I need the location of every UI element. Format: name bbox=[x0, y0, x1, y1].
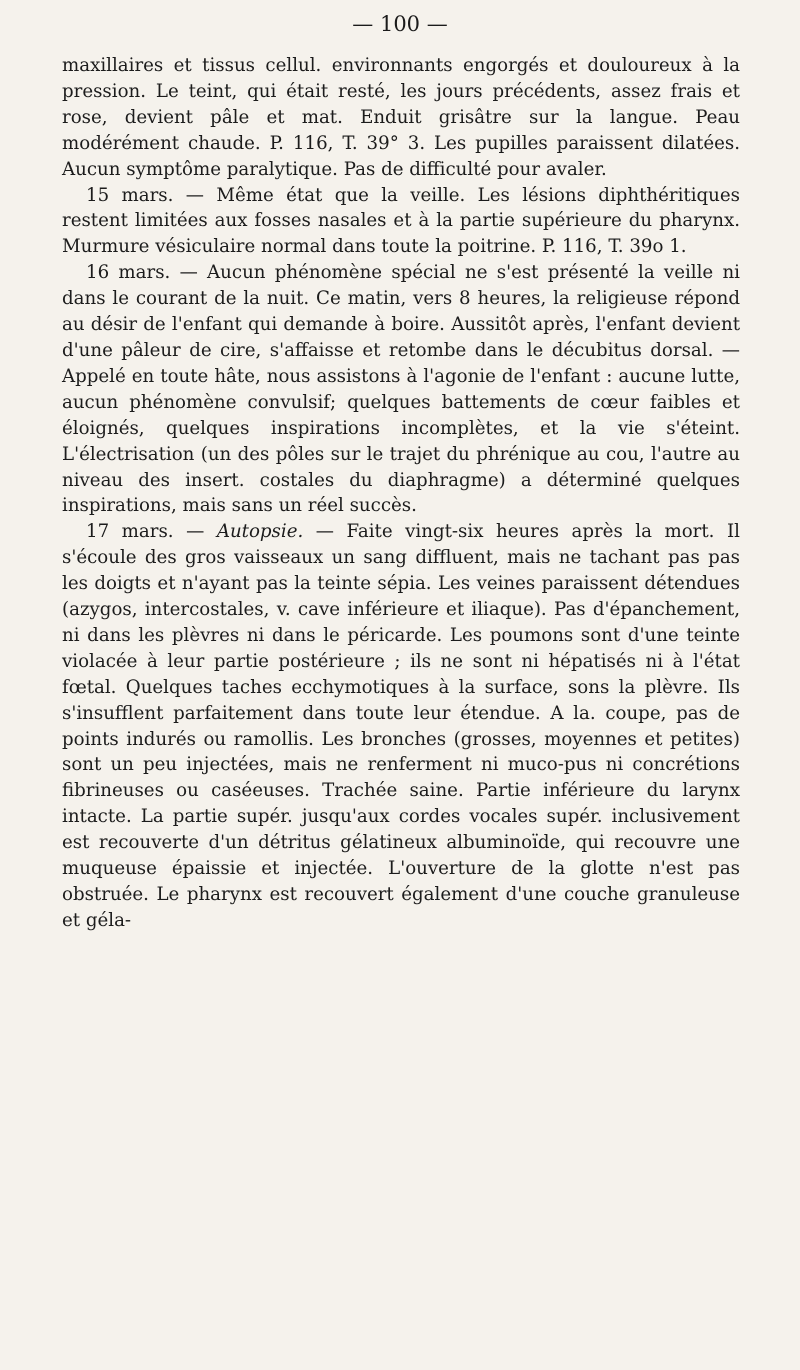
paragraph-autopsy-text: — Faite vingt-six heures après la mort. Il s'écoule des gros vaisseaux un sang diffluent, mais ne tachant pas pas les doigts et n'ayant pas la teinte sépia. Les veines paraissent détendues (azygos, intercostales, v. cave inférieure et iliaque). Pas d'épanchement, ni dans les plèvres ni dans le péricarde. Les poumons sont d'une teinte violacée à leur partie postérieure ; ils ne sont ni hépatisés ni à l'état fœtal. Quelques taches ecchymotiques à la surface, sons la plèvre. Ils s'insufflent parfaitement dans toute leur étendue. A la. coupe, pas de points indurés ou ramollis. Les bronches (grosses, moyennes et petites) sont un peu injectées, mais ne renferment ni muco-pus ni concrétions fibrineuses ou caséeuses. Trachée saine. Partie inférieure du larynx intacte. La partie supér. jusqu'aux cordes vocales supér. inclusivement est recouverte d'un détritus gélatineux albuminoïde, qui recouvre une muqueuse épaissie et injectée. L'ouverture de la glotte n'est pas obstruée. Le pharynx est recouvert également d'une couche granuleuse et géla- bbox=[62, 521, 740, 931]
body-text bbox=[62, 53, 740, 934]
page-number: — 100 — bbox=[352, 12, 448, 36]
paragraph-17-mars bbox=[62, 519, 740, 934]
paragraph-continuation: maxillaires et tissus cellul. environnants engorgés et douloureux à la pression. Le teint, qui était resté, les jours précédents, assez frais et rose, devient pâle et mat. Enduit grisâtre sur la langue. Peau modérément chaude. P. 116, T. 39° 3. Les pupilles paraissent dilatées. Aucun symptôme paralytique. Pas de difficulté pour avaler. bbox=[62, 55, 740, 180]
paragraph-16-mars: 16 mars. — Aucun phénomène spécial ne s'est présenté la veille ni dans le courant de la nuit. Ce matin, vers 8 heures, la religieuse répond au désir de l'enfant qui demande à boire. Aussitôt après, l'enfant devient d'une pâleur de cire, s'affaisse et retombe dans le décubitus dorsal. — Appelé en toute hâte, nous assistons à l'agonie de l'enfant : aucune lutte, aucun phénomène convulsif; quelques battements de cœur faibles et éloignés, quelques inspirations incomplètes, et la vie s'éteint. L'électrisation (un des pôles sur le trajet du phrénique au cou, l'autre au niveau des insert. costales du diaphragme) a déterminé quelques inspirations, mais sans un réel succès. bbox=[62, 262, 740, 517]
paragraph-15-mars: 15 mars. — Même état que la veille. Les lésions diphthéritiques restent limitées aux fosses nasales et à la partie supérieure du pharynx. Murmure vésiculaire normal dans toute la poitrine. P. 116, T. 39o 1. bbox=[62, 184, 740, 258]
paragraph-date-lead: 17 mars. — bbox=[86, 521, 217, 543]
autopsie-heading: Autopsie. bbox=[216, 521, 304, 543]
